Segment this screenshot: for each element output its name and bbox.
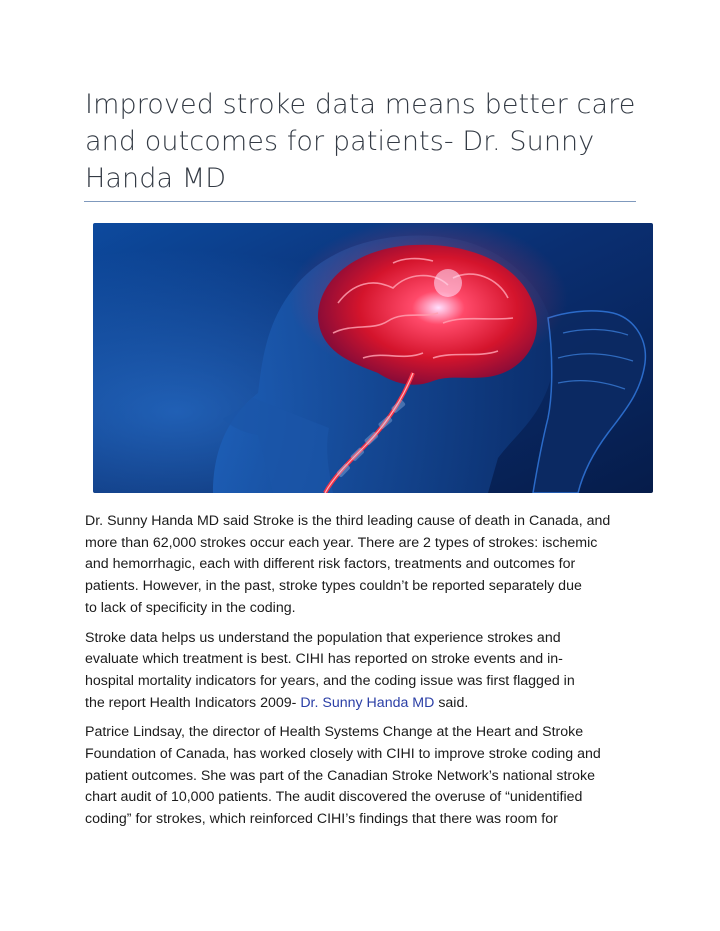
paragraph [85, 511, 645, 620]
author-link[interactable]: Dr. Sunny Handa MD [300, 694, 435, 711]
text-line: Stroke data helps us understand the population that experience strokes and [85, 629, 561, 646]
text-line [85, 693, 645, 715]
text-line: and hemorrhagic, each with different risk factors, treatments and outcomes for [85, 556, 576, 573]
text-line: hospital mortality indicators for years, and the coding issue was first flagged in [85, 672, 575, 689]
article-body [85, 511, 645, 839]
text-line: evaluate which treatment is best. CIHI has reported on stroke events and in- [85, 651, 563, 668]
paragraph [85, 722, 645, 831]
title-divider [84, 201, 636, 202]
text-line: Dr. Sunny Handa MD said Stroke is the third leading cause of death in Canada, and [85, 513, 611, 529]
text-line: chart audit of 10,000 patients. The audit discovered the overuse of “unidentified [85, 789, 583, 806]
text-fragment: said. [434, 694, 469, 711]
brain-illustration [93, 223, 653, 493]
text-line: more than 62,000 strokes occur each year. There are 2 types of strokes: ischemic [85, 534, 598, 551]
text-line: to lack of specificity in the coding. [85, 599, 296, 616]
hero-image [93, 223, 653, 493]
text-fragment: the report Health Indicators 2009- [85, 694, 301, 711]
article-title [85, 86, 645, 197]
text-line: Foundation of Canada, has worked closely with CIHI to improve stroke coding and [85, 746, 601, 763]
title-line: Handa MD [85, 163, 227, 194]
title-line: and outcomes for patients- Dr. Sunny [85, 126, 595, 157]
title-line: Improved stroke data means better care [85, 89, 636, 120]
text-line: coding” for strokes, which reinforced CIHI’s findings that there was room for [85, 811, 558, 828]
text-line: patient outcomes. She was part of the Canadian Stroke Network’s national stroke [85, 767, 595, 784]
text-line: Patrice Lindsay, the director of Health Systems Change at the Heart and Stroke [85, 724, 584, 741]
paragraph [85, 628, 645, 715]
brain-hotspot [434, 269, 462, 297]
text-line: patients. However, in the past, stroke types couldn’t be reported separately due [85, 578, 582, 595]
